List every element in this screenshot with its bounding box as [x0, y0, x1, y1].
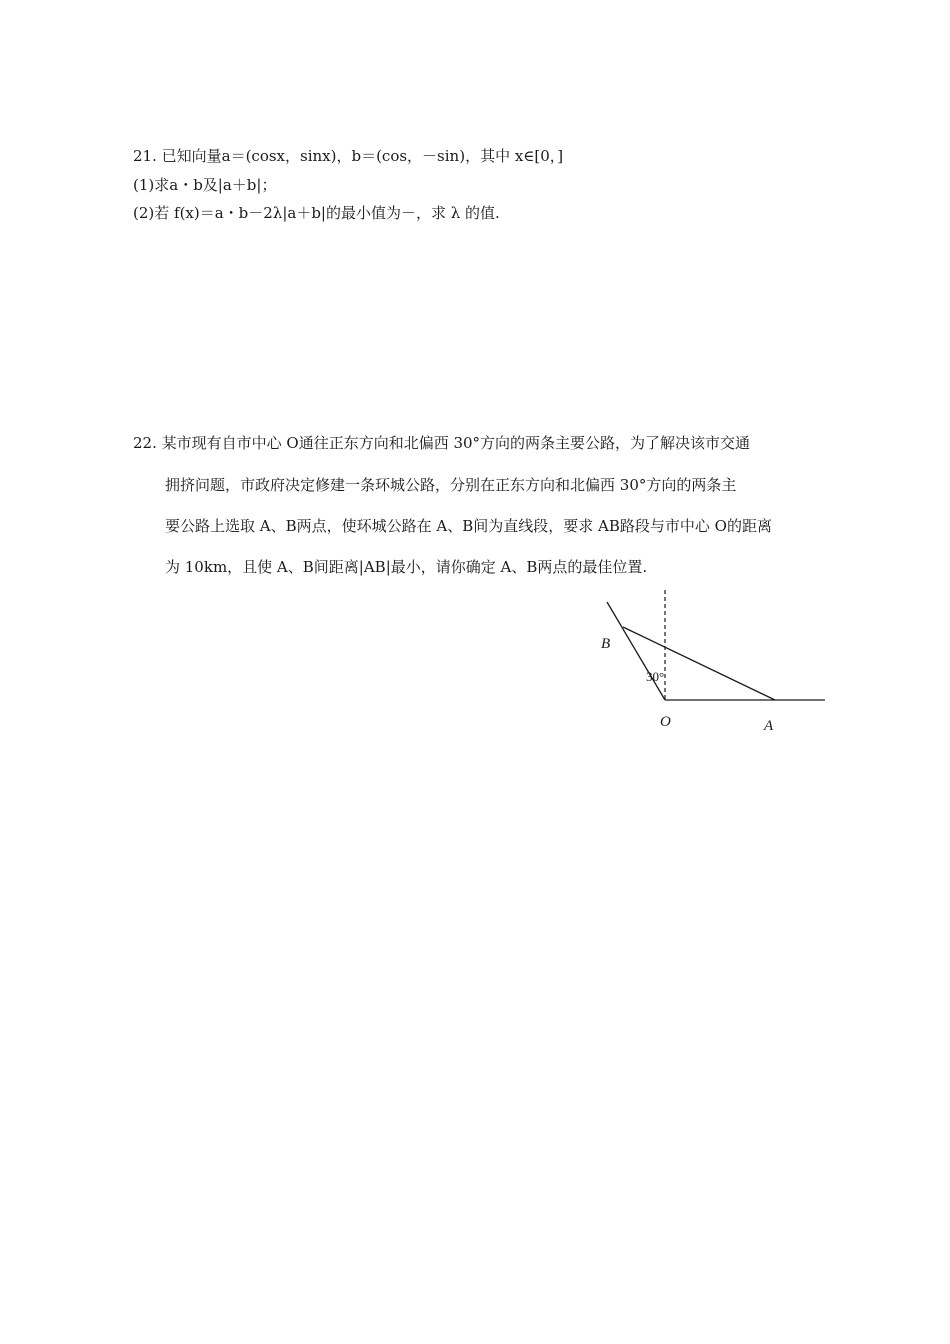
road-diagram: [590, 590, 840, 740]
q22-line-2: 拥挤问题，市政府决定修建一条环城公路，分别在正东方向和北偏西 30°方向的两条主: [165, 476, 737, 494]
northwest-road-line: [607, 602, 665, 700]
q22-line-1: 22. 某市现有自市中心 O通往正东方向和北偏西 30°方向的两条主要公路，为了解决该市交通: [133, 434, 751, 452]
q21-line-2: (1)求a・b及|a＋b|；: [133, 176, 277, 194]
label-o: O: [660, 714, 671, 730]
q22-line-3: 要公路上选取 A、B两点，使环城公路在 A、B间为直线段，要求 AB路段与市中心 O的距离: [165, 517, 772, 535]
q21-line-1: 21. 已知向量a＝(cosx，sinx)，b＝(cos，－sin)，其中 x∈[0，]: [133, 147, 564, 165]
angle-label: 30°: [646, 669, 665, 684]
q21-line-3: (2)若 f(x)＝a・b－2λ|a＋b|的最小值为－，求 λ 的值.: [133, 204, 500, 222]
ring-road-ab-line: [623, 627, 775, 700]
q22-line-4: 为 10km，且使 A、B间距离|AB|最小，请你确定 A、B两点的最佳位置.: [165, 558, 648, 576]
label-a: A: [764, 718, 774, 734]
label-b: B: [601, 636, 611, 652]
